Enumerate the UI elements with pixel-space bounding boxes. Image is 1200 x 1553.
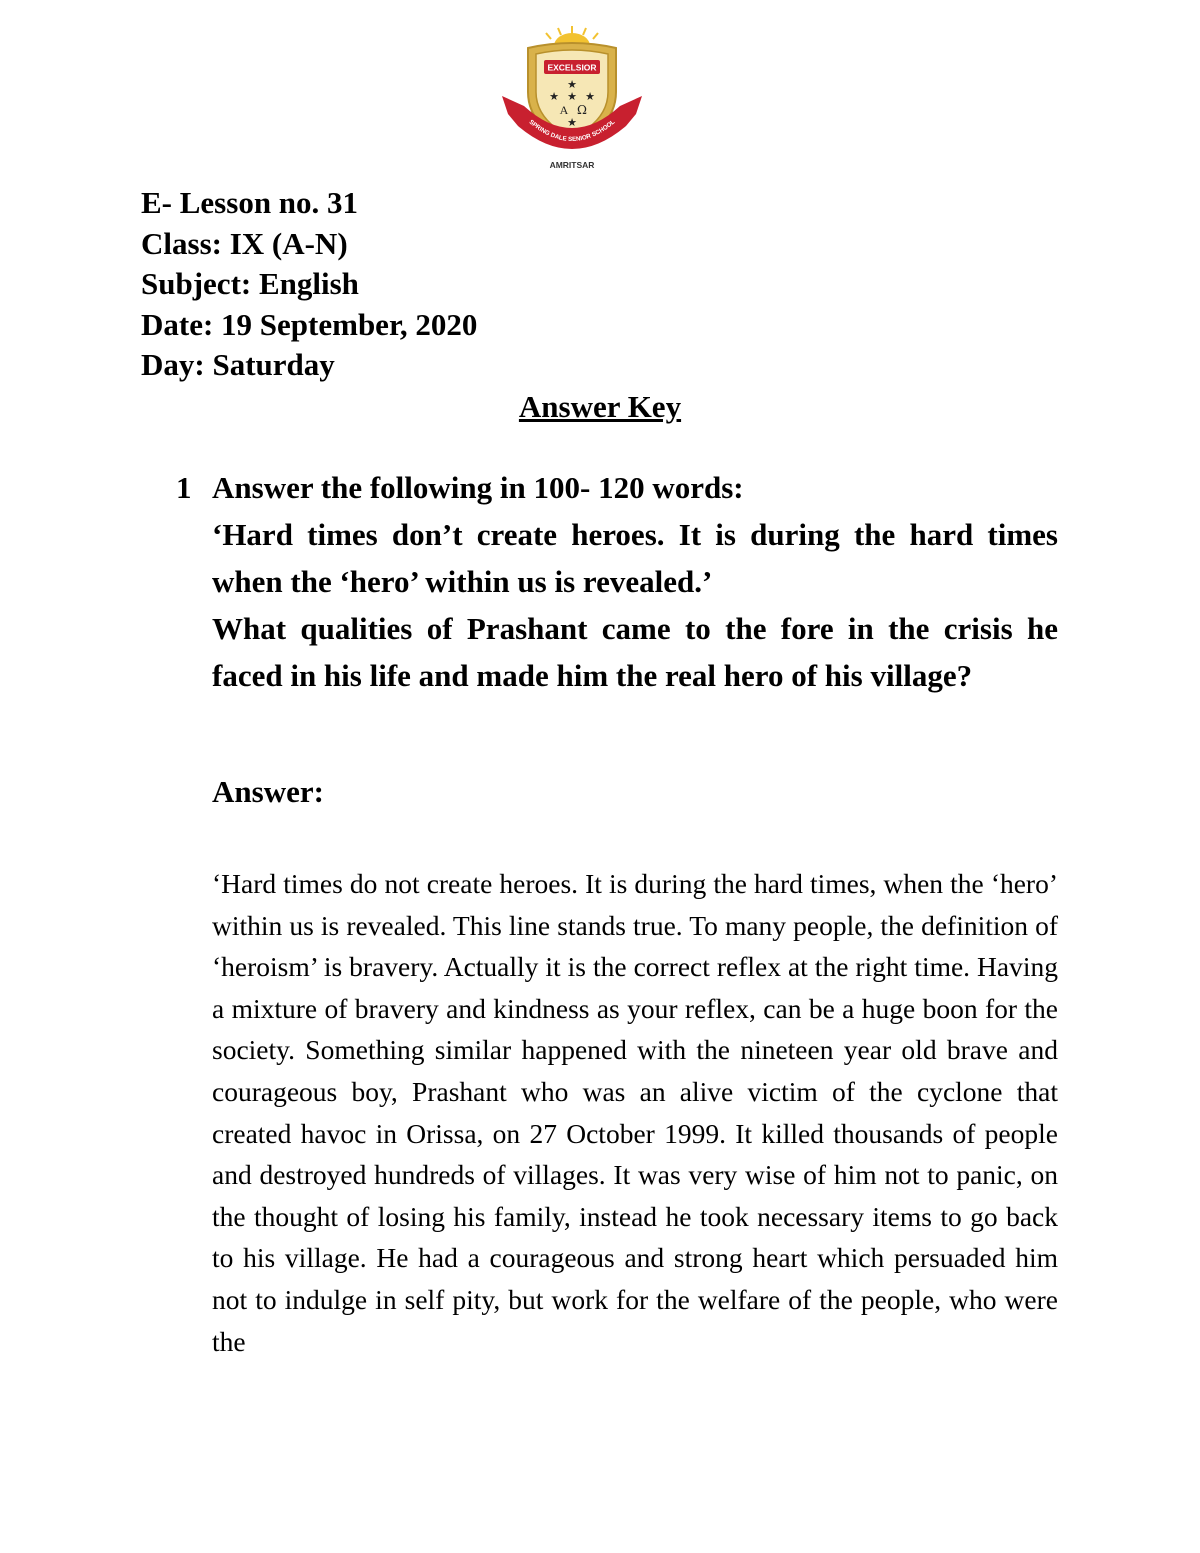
day-line: Day: Saturday bbox=[141, 347, 335, 382]
answer-body: ‘Hard times do not create heroes. It is during the hard times, when the ‘hero’ within us is revealed. This line stands true. To many people, the definition of ‘heroism’ is bravery. Actually it is the correct reflex at the right time. Having a mixture of bravery and kindness as your reflex, can be a huge boon for the society. Something similar happened with the nineteen year old brave and courageous boy, Prashant who was an alive victim of the cyclone that created havoc in Orissa, on 27 October 1999. It killed thousands of people and destroyed hundreds of villages. It was very wise of him not to panic, on the thought of losing his family, instead he took necessary items to go back to his village. He had a courageous and strong heart which persuaded him not to indulge in self pity, but work for the welfare of the people, who were the bbox=[212, 868, 1058, 1357]
question-block bbox=[212, 468, 1058, 699]
svg-text:★: ★ bbox=[567, 116, 577, 129]
date-line: Date: 19 September, 2020 bbox=[141, 306, 478, 342]
svg-text:★: ★ bbox=[567, 78, 577, 91]
question-text bbox=[212, 511, 1058, 699]
page-title: Answer Key bbox=[518, 389, 682, 424]
question-prompt: What qualities of Prashant came to the fore in the crisis he faced in his life and made him the real hero of his village? bbox=[212, 611, 1058, 693]
question-number: 1 bbox=[176, 470, 192, 505]
omega-icon: Ω bbox=[577, 103, 587, 117]
question-instruction: Answer the following in 100- 120 words: bbox=[212, 470, 744, 505]
ribbon-text: SPRING DALE SENIOR SCHOOL bbox=[527, 118, 617, 144]
crest-city: AMRITSAR bbox=[549, 160, 595, 170]
crest-monogram: A bbox=[559, 103, 569, 117]
svg-text:★: ★ bbox=[585, 90, 595, 103]
question-quote: ‘Hard times don’t create heroes. It is during the hard times when the ‘hero’ within us is revealed.’ bbox=[212, 517, 1058, 599]
lesson-number: E- Lesson no. 31 bbox=[141, 185, 359, 220]
subject-line: Subject: English bbox=[141, 266, 359, 301]
svg-text:★: ★ bbox=[567, 90, 577, 103]
svg-text:★: ★ bbox=[549, 90, 559, 103]
lesson-header bbox=[141, 183, 841, 386]
answer-label: Answer: bbox=[212, 774, 324, 809]
crest-banner-text: EXCELSIOR bbox=[547, 62, 597, 73]
school-crest-logo bbox=[498, 22, 646, 172]
class-line: Class: IX (A-N) bbox=[141, 225, 348, 261]
